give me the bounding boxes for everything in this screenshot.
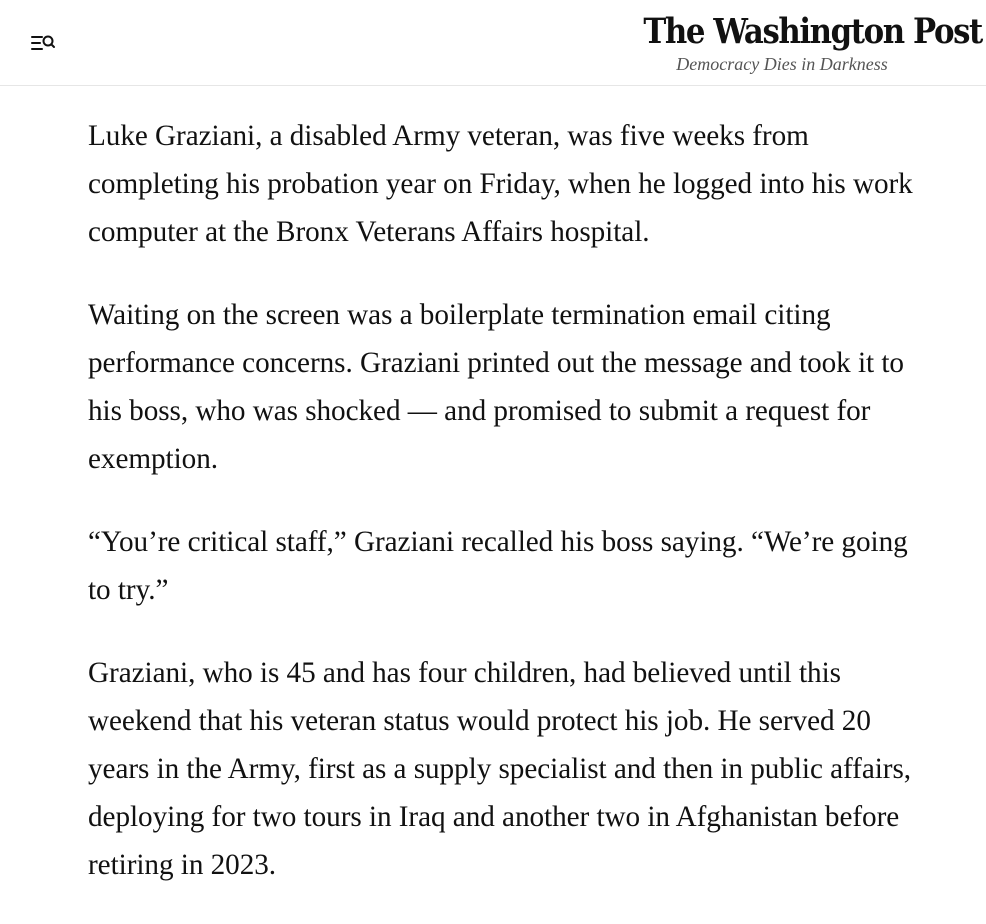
tagline: Democracy Dies in Darkness xyxy=(676,54,888,74)
article-body xyxy=(88,112,928,924)
masthead-logo: The Washington Post xyxy=(643,11,982,52)
article-paragraph: Luke Graziani, a disabled Army veteran, was five weeks from completing his probation year on Friday, when he logged into his work computer at the Bronx Veterans Affairs hospital. xyxy=(88,120,913,248)
site-header xyxy=(0,0,986,86)
brand-link[interactable] xyxy=(626,11,982,75)
menu-search-icon xyxy=(28,29,58,57)
article-paragraph: Waiting on the screen was a boilerplate termination email citing performance concerns. Graziani printed out the message and took it to his boss, who was shocked — and promised to submit a request for exemption. xyxy=(88,299,904,475)
menu-search-button[interactable] xyxy=(28,29,58,57)
article-paragraph: “You’re critical staff,” Graziani recalled his boss saying. “We’re going to try.” xyxy=(88,526,908,606)
article-paragraph: Graziani, who is 45 and has four children, had believed until this weekend that his veteran status would protect his job. He served 20 years in the Army, first as a supply specialist and then in public affairs, deploying for two tours in Iraq and another two in Afghanistan before retiring in 2023. xyxy=(88,657,912,881)
